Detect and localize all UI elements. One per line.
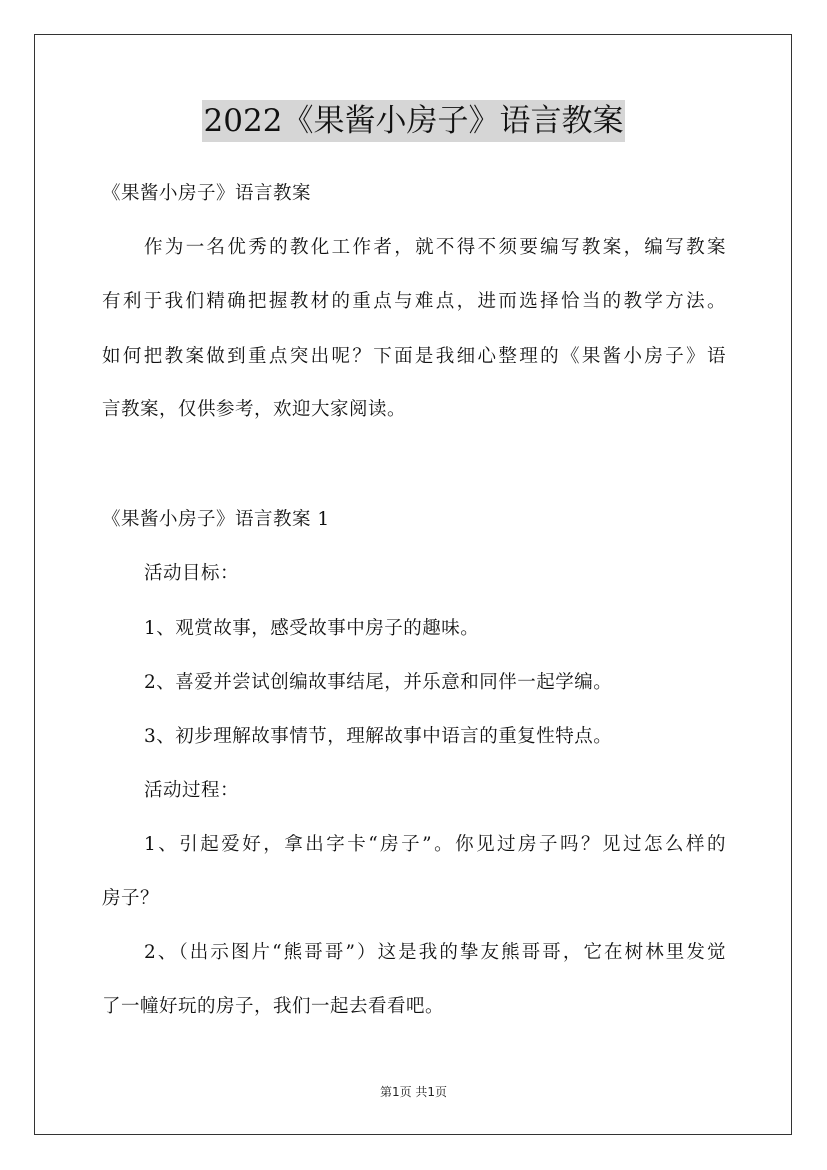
goal-item: 3、初步理解故事情节，理解故事中语言的重复性特点。 — [144, 726, 613, 747]
activity-goals-heading: 活动目标： — [144, 563, 240, 584]
process-item-continued: 了一幢好玩的房子，我们一起去看看吧。 — [102, 996, 445, 1017]
paragraph-line: 作为一名优秀的教化工作者，就不得不须要编写教案，编写教案 — [144, 237, 726, 258]
paragraph-line: 如何把教案做到重点突出呢？下面是我细心整理的《果酱小房子》语 — [102, 346, 726, 367]
page-footer: 第1页 共1页 — [379, 1085, 448, 1099]
paragraph-line: 言教案，仅供参考，欢迎大家阅读。 — [102, 399, 407, 420]
document-title: 2022《果酱小房子》语言教案 — [202, 100, 626, 142]
goal-item: 2、喜爱并尝试创编故事结尾，并乐意和同伴一起学编。 — [144, 672, 613, 693]
process-item: 1、引起爱好，拿出字卡“房子”。你见过房子吗？见过怎么样的 — [144, 834, 726, 855]
title-container — [0, 100, 827, 142]
process-item-continued: 房子？ — [102, 888, 160, 909]
section-heading: 《果酱小房子》语言教案 1 — [102, 509, 330, 530]
activity-process-heading: 活动过程： — [144, 780, 240, 801]
goal-item: 1、观赏故事，感受故事中房子的趣味。 — [144, 618, 480, 639]
paragraph-line: 有利于我们精确把握教材的重点与难点，进而选择恰当的教学方法。 — [102, 291, 726, 312]
process-item: 2、（出示图片“熊哥哥”）这是我的挚友熊哥哥，它在树林里发觉 — [144, 942, 726, 963]
subtitle: 《果酱小房子》语言教案 — [102, 183, 312, 204]
